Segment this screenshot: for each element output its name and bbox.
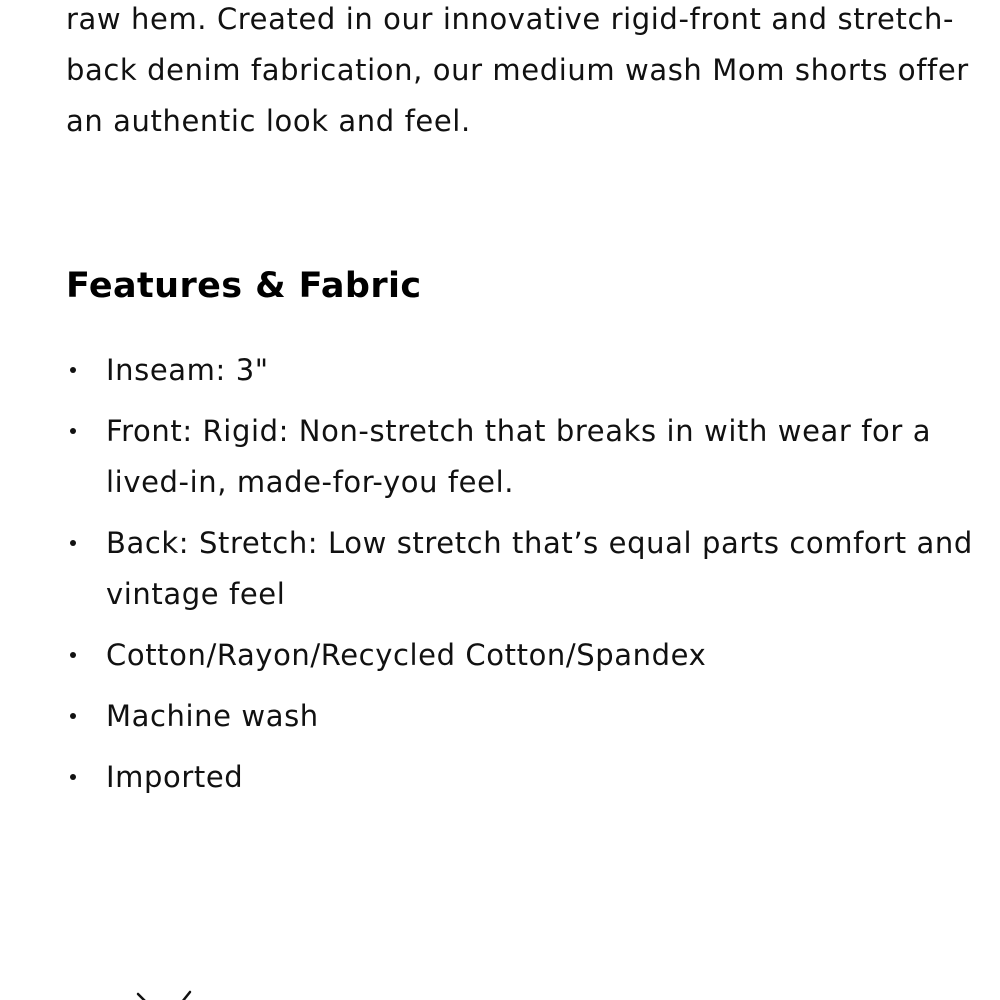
feature-item xyxy=(0,691,1000,742)
feature-item-text: Inseam: 3" xyxy=(106,353,269,387)
feature-item-text: Machine wash xyxy=(106,699,319,733)
product-description: raw hem. Created in our innovative rigid-front and stretch-back denim fabrication, our medium wash Mom shorts offer an authentic look and feel. xyxy=(66,2,969,138)
cutoff-content-glyph xyxy=(130,986,210,1000)
features-heading: Features & Fabric xyxy=(66,266,422,306)
feature-item-text: Front: Rigid: Non-stretch that breaks in with wear for a lived-in, made-for-you feel. xyxy=(106,414,932,499)
bullet-icon xyxy=(70,540,76,546)
feature-item-text: Cotton/Rayon/Recycled Cotton/Spandex xyxy=(106,638,707,672)
bullet-icon xyxy=(70,428,76,434)
features-list xyxy=(0,345,1000,813)
bullet-icon xyxy=(70,367,76,373)
feature-item-text: Back: Stretch: Low stretch that’s equal parts comfort and vintage feel xyxy=(106,526,973,611)
bullet-icon xyxy=(70,652,76,658)
bullet-icon xyxy=(70,713,76,719)
feature-item xyxy=(0,630,1000,681)
bullet-icon xyxy=(70,774,76,780)
feature-item xyxy=(0,518,1000,620)
feature-item-text: Imported xyxy=(106,760,244,794)
feature-item xyxy=(0,406,1000,508)
feature-item xyxy=(0,345,1000,396)
feature-item xyxy=(0,752,1000,803)
